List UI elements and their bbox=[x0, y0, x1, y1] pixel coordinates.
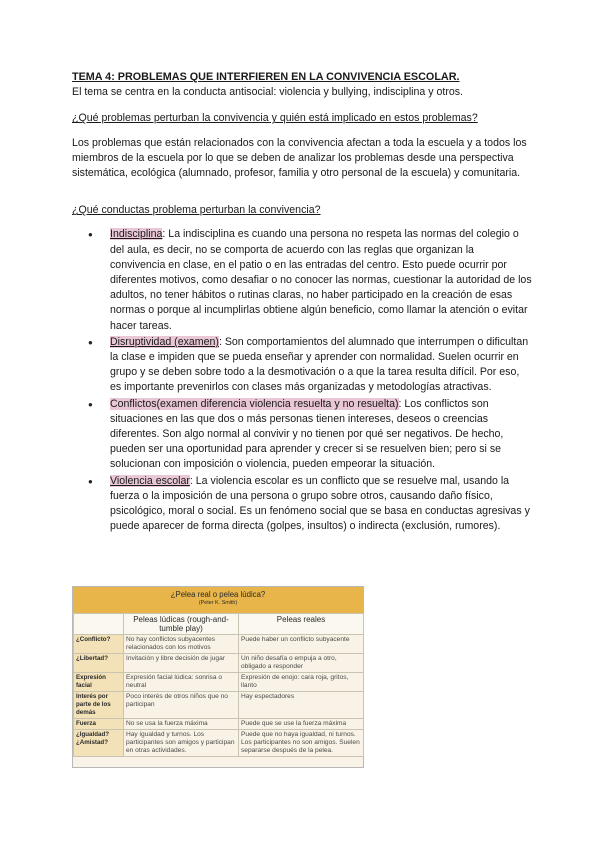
intro-text: El tema se centra en la conducta antisocial: violencia y bullying, indisciplina y otros. bbox=[72, 86, 463, 99]
item-text: : Los conflictos son situaciones en las que dos o más personas tienen intereses, deseos o creencias diferentes. Son algo normal al convivir y no tienen por qué ser negativos. De hecho, pueden ser una oportunidad para aprender y crecer si se resuelven bien; pero si se solucionan con imposición o violencia, pueden empeorar la situación. bbox=[110, 397, 504, 471]
table-cell: Puede haber un conflicto subyacente bbox=[239, 635, 364, 654]
table-cell: Expresión facial lúdica: sonrisa o neutral bbox=[124, 673, 239, 692]
table-cell: Invitación y libre decisión de jugar bbox=[124, 654, 239, 673]
list-item bbox=[110, 335, 532, 396]
comparison-table bbox=[73, 613, 364, 757]
table-title: ¿Pelea real o pelea lúdica? bbox=[170, 590, 266, 599]
question-1: ¿Qué problemas perturban la convivencia y quién está implicado en estos problemas? bbox=[72, 112, 478, 125]
table-source: (Peter K. Smith) bbox=[198, 600, 238, 606]
list-item bbox=[110, 474, 532, 535]
item-text: : La violencia escolar es un conflicto que se resuelve mal, usando la fuerza o la imposición de una persona o grupo sobre otros, causando daño físico, psicológico, moral o social. Es un fenómeno social que se basa en conductas agresivas y puede aparecer de forma directa (golpes, insultos) o indirecta (exclusión, rumores). bbox=[110, 474, 530, 533]
conduct-list bbox=[72, 227, 532, 534]
comparison-table-image bbox=[72, 586, 364, 768]
table-cell: Un niño desafía o empuja a otro, obligado a responder bbox=[239, 654, 364, 673]
header-cell bbox=[74, 614, 124, 635]
paragraph-1: Los problemas que están relacionados con la convivencia afectan a toda la escuela y a todos los miembros de la escuela por lo que se deben de analizar los problemas desde una perspectiva sistemática, ecológica (alumnado, profesor, familia y otro personal de la escuela) y comunitaria. bbox=[72, 136, 527, 180]
table-cell: No se usa la fuerza máxima bbox=[124, 719, 239, 730]
table-row bbox=[74, 654, 364, 673]
term-highlight: Indisciplina bbox=[110, 228, 163, 241]
table-row bbox=[74, 719, 364, 730]
table-row bbox=[74, 673, 364, 692]
table-row bbox=[74, 730, 364, 757]
table-cell: Poco interés de otros niños que no participan bbox=[124, 692, 239, 719]
document-body bbox=[72, 70, 532, 535]
table-cell: No hay conflictos subyacentes relacionados con los motivos bbox=[124, 635, 239, 654]
list-item bbox=[110, 397, 532, 473]
table-cell: Hay espectadores bbox=[239, 692, 364, 719]
term-highlight: Conflictos(examen diferencia violencia resuelta y no resuelta) bbox=[110, 397, 399, 410]
term-highlight: Disruptividad (examen) bbox=[110, 335, 219, 348]
table-header-row bbox=[74, 614, 364, 635]
row-label: ¿Libertad? bbox=[74, 654, 124, 673]
header-cell: Peleas reales bbox=[239, 614, 364, 635]
row-label: ¿Conflicto? bbox=[74, 635, 124, 654]
table-cell: Puede que se use la fuerza máxima bbox=[239, 719, 364, 730]
table-row bbox=[74, 692, 364, 719]
header-cell: Peleas lúdicas (rough-and-tumble play) bbox=[124, 614, 239, 635]
item-text: : Son comportamientos del alumnado que interrumpen o dificultan la clase e impiden que se pueda enseñar y aprender con normalidad. Suelen ocurrir en grupo y se deben sobre todo a la desmotivación o a que la tarea resulta difícil. Por eso, es importante prevenirlos con clases más organizadas y metodologías atractivas. bbox=[110, 335, 529, 394]
table-cell: Expresión de enojo: cara roja, gritos, llanto bbox=[239, 673, 364, 692]
row-label: Fuerza bbox=[74, 719, 124, 730]
list-item bbox=[110, 227, 532, 333]
table-row bbox=[74, 635, 364, 654]
term-highlight: Violencia escolar bbox=[110, 474, 190, 487]
row-label: Expresión facial bbox=[74, 673, 124, 692]
table-header bbox=[73, 587, 363, 613]
table-cell: Puede que no haya igualdad, ni turnos. Los participantes no son amigos. Suelen separarse después de la pelea. bbox=[239, 730, 364, 757]
row-label: Interés por parte de los demás bbox=[74, 692, 124, 719]
doc-title: TEMA 4: PROBLEMAS QUE INTERFIEREN EN LA CONVIVENCIA ESCOLAR. bbox=[72, 71, 460, 83]
row-label: ¿Igualdad? ¿Amistad? bbox=[74, 730, 124, 757]
question-2: ¿Qué conductas problema perturban la convivencia? bbox=[72, 204, 321, 217]
table-cell: Hay igualdad y turnos. Los participantes son amigos y participan en otras actividades. bbox=[124, 730, 239, 757]
item-text: : La indisciplina es cuando una persona no respeta las normas del colegio o del aula, es decir, no se comporta de acuerdo con las reglas que organizan la convivencia en clase, en el patio o en las entradas del centro. Esto puede ocurrir por diferentes motivos, como desafiar o no conocer las normas, cuestionar la autoridad de los adultos, no tener hábitos o rutinas claras, no haber participado en la creación de esas normas o porque al incumplirlas obtiene algún beneficio, como llamar la atención o evitar hacer tareas. bbox=[110, 228, 532, 332]
